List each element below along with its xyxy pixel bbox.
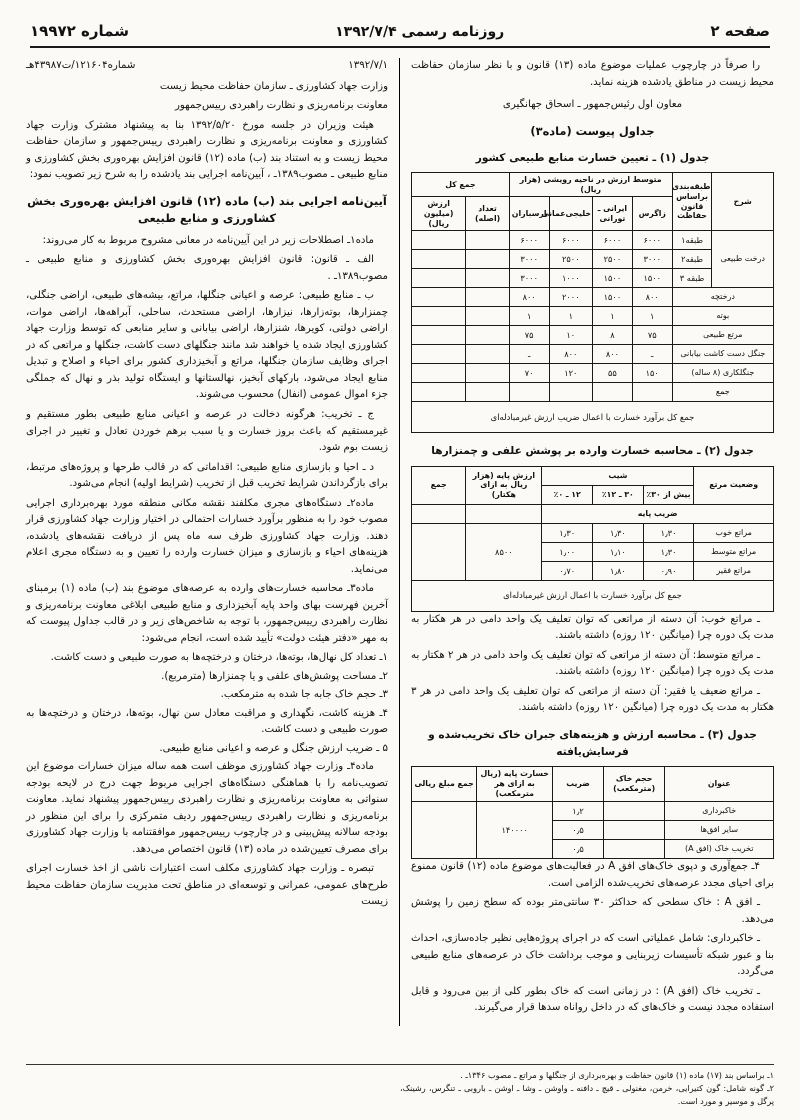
t1-h-desc: شرح	[712, 172, 774, 231]
preamble-paragraph: هیئت وزیران در جلسه مورخ ۱۳۹۲/۵/۲۰ بنا به پیشنهاد مشترک وزارت جهاد کشاورزی و معاونت برنامه‌ریزی و نظارت راهبردی رییس‌جمهور و سازمان حفاظت محیط زیست و به استناد بند (ب) ماده (۱۲) قانون افزایش بهره‌وری بخش کشاورزی و منابع طبیعی ـ مصوب۱۳۸۹ـ ، آیین‌نامه اجرایی بند یادشده را به شرح زیر تصویب نمود:	[26, 119, 388, 181]
t1-r6-arasbaran: ـ	[509, 345, 549, 364]
t2-r2-label: مراتع فقیر	[694, 561, 774, 580]
t2-r2-c2: ۱٫۸۰	[593, 561, 644, 580]
addressee-line-2: معاونت برنامه‌ریزی و نظارت راهبردی رییس‌جمهور	[174, 100, 388, 112]
t1-r0-class: طبقه۱	[672, 231, 712, 250]
t1-r7-khalij: ۱۲۰	[549, 364, 592, 383]
t1-r2-count	[466, 269, 509, 288]
t1-r5-khalij: ۱۰	[549, 326, 592, 345]
t1-r0-zagros: ۶۰۰۰	[632, 231, 672, 250]
article-0: ماده۱ـ اصطلاحات زیر در این آیین‌نامه در معانی مشروح مربوط به کار می‌روند:	[42, 234, 374, 246]
table3-note-0: ۴ـ جمع‌آوری و دپوی خاک‌های افق A در فعالیت‌های موضوع ماده (۱۲) قانون ممنوع برای احیای مجدد عرصه‌های تخریب‌شده الزامی است.	[411, 861, 774, 889]
article-2: ب ـ منابع طبیعی: عرصه و اعیانی جنگلها، مراتع، بیشه‌های طبیعی، اراضی جنگلی، چمنزارها، بوته‌زارها، نیزارها، اراضی مستحدث، ساحلی، آبراهه‌ها، اراضی موات، اراضی دولتی، کویرها، شنزارها، اراضی بیابانی و سایر منابعی که توسط وزارت جهاد کشاورزی ایجاد شده یا خواهند شد مانند جنگلهای دست کاشت، جنگلها و مراتعی که در اجرای وظایف سازمان جنگلها، مراتع و آبخیزداری کشور برای احیاء و اصلاح و تبدیل منابع ایجاد می‌شود، بارکهای آبخیز، نهالستانها و ایستگاه تولید بذر و نهال که جملگی جزء اموال عمومی (انفال) محسوب می‌شوند.	[26, 290, 388, 401]
t1-r4-arasbaran: ۱	[509, 307, 549, 326]
t2-footer: جمع کل برآورد خسارت با اعمال ارزش غیرمبادله‌ای	[412, 580, 774, 611]
t1-r5-irtur: ۸	[593, 326, 633, 345]
t1-r0-count	[466, 231, 509, 250]
t1-r6-label: جنگل دست کاشت بیابانی	[672, 345, 773, 364]
t3-base: ۱۴۰۰۰۰	[477, 802, 553, 859]
t1-r3-irtur: ۱۵۰۰	[593, 288, 633, 307]
t1-r7-count	[466, 364, 509, 383]
t2-r0-label: مراتع خوب	[694, 523, 774, 542]
t1-r0-arasbaran: ۶۰۰۰	[509, 231, 549, 250]
t2-r2-c1: ۰٫۹۰	[643, 561, 694, 580]
t1-h-zagros: زاگرس	[632, 197, 672, 231]
article-13: تبصره ـ وزارت جهاد کشاورزی مکلف است اعتبارات ناشی از اخذ خسارت اجرای طرح‌های عمومی، عمرانی و توسعه‌ای در مناطق تحت مدیریت سازمان حفاظت محیط زیست	[26, 863, 388, 908]
t1-r3-zagros: ۸۰۰	[632, 288, 672, 307]
column-left	[26, 58, 400, 1026]
table2-note-1: ـ مراتع متوسط: آن دسته از مراتعی که توان تعلیف یک واحد دامی در هر ۲ هکتار به مدت یک دوره چرا (میانگین ۱۲۰ روزه) داشته باشند.	[411, 649, 774, 678]
t1-h-count: تعداد (اصله)	[466, 197, 509, 231]
t1-r7-arasbaran: ۷۰	[509, 364, 549, 383]
t1-r4-count	[466, 307, 509, 326]
t1-r3-value	[412, 288, 466, 307]
t1-r5-label: مرتع طبیعی	[672, 326, 773, 345]
t2-h-condition: وضعیت مرتع	[694, 466, 774, 504]
t3-r1-label: سایر افق‌ها	[665, 821, 774, 840]
appendix-title: جداول پیوست (ماده۳)	[530, 123, 655, 138]
table-row	[412, 345, 774, 364]
table-natural-resources-damage	[411, 172, 774, 434]
t3-r0-vol	[603, 802, 665, 821]
t2-h-blank2	[412, 504, 466, 523]
t1-r0-value	[412, 231, 466, 250]
masthead-title-date: روزنامه رسمی ۱۳۹۲/۷/۴	[335, 24, 505, 40]
t1-h-arasbaran: ارسباران	[509, 197, 549, 231]
table1-title: جدول (۱) ـ تعیین خسارت منابع طبیعی کشور	[475, 151, 710, 164]
t1-r2-arasbaran: ۳۰۰۰	[509, 269, 549, 288]
t2-h-slope: شیب	[542, 466, 694, 485]
article-3: ج ـ تخریب: هرگونه دخالت در عرصه و اعیانی منابع طبیعی بطور مستقیم و غیرمستقیم که باعث بروز خسارت و یا سبب برهم خوردن تعادل و تغییر در اجرای زیست بوم شود.	[26, 408, 388, 454]
t2-h-base-value: ارزش پایه (هزار ریال به ازای هکتار)	[466, 466, 542, 504]
t2-h-slope-gt30: بیش از ۳۰٪	[643, 485, 694, 504]
table3-title: جدول (۳) ـ محاسبه ارزش و هزینه‌های جبران خاک تخریب‌شده و فرسایش‌یافته	[428, 728, 757, 758]
t1-r2-khalij: ۱۰۰۰	[549, 269, 592, 288]
table-row	[412, 326, 774, 345]
t1-h-khalij-omani: خلیجی‌عمانی	[549, 197, 592, 231]
table-row	[412, 364, 774, 383]
document-number: شماره۱۲۱۶۰۴/ت۴۳۹۸۷هـ	[26, 60, 136, 71]
signature-line: معاون اول رئیس‌جمهور ـ اسحاق جهانگیری	[502, 99, 683, 111]
t1-r6-count	[466, 345, 509, 364]
table-row-footer	[412, 580, 774, 611]
t2-r2-c3: ۰٫۷۰	[542, 561, 593, 580]
document-date: ۱۳۹۲/۷/۱	[348, 60, 388, 71]
article-10: ۴ـ هزینه کاشت، نگهداری و مراقبت معادل سن نهال، بوته‌ها، درختان و درختچه‌ها به صورت طبیعی و دست کاشت.	[26, 707, 388, 736]
article-12: ماده۴ـ وزارت جهاد کشاورزی موظف است همه ساله میزان خسارات موضوع این تصویب‌نامه را با هماهنگی دستگاه‌های اجرایی مربوط جهت درج در لایحه بودجه سنواتی به معاونت برنامه‌ریزی و نظارت راهبردی رییس‌جمهور پیشنهاد نماید. معاونت برنامه‌ریزی و نظارت راهبردی رییس‌جمهور ردیف متمرکزی را برای این منظور در بودجه سالانه پیش‌بینی و در چارچوب رییس‌جمهور موافقتنامه با وزارت جهاد کشاورزی برای مصرف تعیین‌شده در ماده (۱۳) قانون اختصاص می‌دهد.	[26, 761, 388, 855]
t2-h-coef: ضریب پایه	[542, 504, 774, 523]
table-grass-damage	[411, 466, 774, 612]
t1-footer: جمع کل برآورد خسارت با اعمال ضریب ارزش غیرمبادله‌ای	[412, 402, 774, 433]
t3-r1-vol	[603, 821, 665, 840]
table-row	[412, 231, 774, 250]
t1-r8-count	[466, 383, 509, 402]
t3-h-title: عنوان	[665, 767, 774, 802]
t1-r4-label: بوته	[672, 307, 773, 326]
t1-r1-khalij: ۲۵۰۰	[549, 250, 592, 269]
t2-r0-c1: ۱٫۳۰	[643, 523, 694, 542]
t1-r4-khalij: ۱	[549, 307, 592, 326]
t1-r4-zagros: ۱	[632, 307, 672, 326]
t2-h-blank1	[466, 504, 542, 523]
t1-r1-zagros: ۳۰۰۰	[632, 250, 672, 269]
t3-h-coef: ضریب	[553, 767, 604, 802]
t1-h-value: ارزش (میلیون ریال)	[412, 197, 466, 231]
t1-r3-count	[466, 288, 509, 307]
t2-r1-label: مراتع متوسط	[694, 542, 774, 561]
t3-total	[412, 802, 477, 859]
table-row	[412, 523, 774, 542]
t3-r2-coef: ۰٫۵	[553, 840, 604, 859]
t3-r0-coef: ۱٫۲	[553, 802, 604, 821]
t1-r7-label: جنگلکاری (۸ ساله)	[672, 364, 773, 383]
t1-r3-label: درختچه	[672, 288, 773, 307]
t2-h-total: جمع	[412, 466, 466, 504]
column-right	[400, 58, 774, 1026]
t1-r0-label: درخت طبیعی	[712, 231, 774, 288]
t1-r7-value	[412, 364, 466, 383]
addressee-line-1: وزارت جهاد کشاورزی ـ سازمان حفاظت محیط زیست	[159, 80, 388, 92]
t2-r0-c2: ۱٫۳۰	[593, 523, 644, 542]
footnote-2: ۲ـ گونه شامل: گون کتیرایی، خرمن، مغنولی ـ قیچ ـ دافنه ـ واوشن ـ وشا ـ اوشن ـ باروبی ـ تنگرس، رشینک، پرگل و موسیر و مورد است.	[400, 1083, 774, 1106]
t1-r1-arasbaran: ۳۰۰۰	[509, 250, 549, 269]
article-8: ۲ـ مساحت پوشش‌های علفی و یا چمنزارها (مترمربع).	[161, 670, 388, 682]
article-7: ۱ـ تعداد کل نهال‌ها، بوته‌ها، درختان و درختچه‌ها به صورت طبیعی و دست کاشت.	[50, 652, 388, 664]
table2-title: جدول (۲) ـ محاسبه خسارت وارده بر پوشش علفی و چمنزارها	[431, 445, 754, 458]
right-top-paragraph: را صرفاً در چارچوب عملیات موضوع ماده (۱۳) قانون و با نظر سازمان حفاظت محیط زیست در مناطق یادشده هزینه نماید.	[411, 60, 774, 88]
table-row-footer	[412, 402, 774, 433]
footnote-1: ۱ـ براساس بند (۱۷) ماده (۱) قانون حفاظت و بهره‌برداری از جنگلها و مراتع ـ مصوب ۱۳۴۶ـ .	[460, 1070, 774, 1081]
masthead-issue-number: شماره ۱۹۹۷۲	[30, 22, 129, 40]
table3-note-1: ـ افق A : خاک سطحی که حداکثر ۳۰ سانتی‌متر بوده که سطح زمین را پوشش می‌دهد.	[411, 897, 774, 925]
t1-r6-value	[412, 345, 466, 364]
t1-r8-value	[412, 383, 466, 402]
t3-h-base: خسارت پایه (ریال به ازای هر مترمکعب)	[477, 767, 553, 802]
t1-r8-khalij	[549, 383, 592, 402]
t1-r6-khalij: ۸۰۰	[549, 345, 592, 364]
t1-r2-zagros: ۱۵۰۰	[632, 269, 672, 288]
t2-r0-c3: ۱٫۳۰	[542, 523, 593, 542]
table-soil-compensation	[411, 766, 774, 859]
t1-h-irano-turanian: ایرانی ـ تورانی	[593, 197, 633, 231]
t2-r1-c1: ۱٫۳۰	[643, 542, 694, 561]
table3-note-2: ـ خاکبرداری: شامل عملیاتی است که در اجرای پروژه‌هایی نظیر جاده‌سازی، احداث بنا و عبور شبکه تأسیسات زیربنایی و موجب برداشت خاک در عرصه‌های منابع طبیعی می‌گردد.	[411, 933, 774, 978]
table-row	[412, 288, 774, 307]
table-row	[412, 307, 774, 326]
t1-r4-irtur: ۱	[593, 307, 633, 326]
t1-h-group: متوسط ارزش در ناحیه رویشی (هزار ریال)	[509, 172, 672, 196]
table2-note-2: ـ مراتع ضعیف یا فقیر: آن دسته از مراتعی که توان تعلیف یک واحد دامی در هر ۳ هکتار به مدت یک دوره چرا (میانگین ۱۲۰ روزه) داشته باشند.	[411, 685, 774, 714]
document-number-row	[26, 58, 388, 75]
t1-r6-irtur: ۸۰۰	[593, 345, 633, 364]
article-1: الف ـ قانون: قانون افزایش بهره‌وری بخش کشاورزی و منابع طبیعی ـ مصوب۱۳۸۹ـ .	[26, 254, 388, 282]
regulation-title: آیین‌نامه اجرایی بند (ب) ماده (۱۲) قانون افزایش بهره‌وری بخش کشاورزی و منابع طبیعی	[27, 193, 387, 225]
t1-r2-value	[412, 269, 466, 288]
t1-r4-value	[412, 307, 466, 326]
t3-r1-coef: ۰٫۵	[553, 821, 604, 840]
t1-r0-irtur: ۶۰۰۰	[593, 231, 633, 250]
table-row	[412, 802, 774, 821]
article-6: ماده۳ـ محاسبه خسارت‌های وارده به عرصه‌های موضوع بند (ب) ماده (۱) برمبنای آخرین فهرست بهای واحد پایه آبخیزداری و منابع طبیعی ابلاغی معاونت برنامه‌ریزی و نظارت راهبردی رییس‌جمهور، با توجه به شاخص‌های زیر و در قالب جداول پیوست که به مهر «دفتر هیئت دولت» تأیید شده است، انجام می‌شود:	[26, 583, 388, 644]
article-5: ماده۲ـ دستگاه‌های مجری مکلفند نقشه مکانی منطقه مورد بهره‌برداری اجرایی مصوب خود را به منظور برآورد خسارات احتمالی در اختیار وزارت جهاد کشاورزی قرار دهند. وزارت جهاد کشاورزی ظرف سه ماه پس از دریافت نقشه‌های یادشده، هزینه‌های احیاء و بازسازی و میزان خسارت وارده را تعیین و به دستگاه مجری اعلام می‌نماید.	[26, 497, 388, 575]
t1-r5-arasbaran: ۷۵	[509, 326, 549, 345]
page-body	[26, 58, 774, 1026]
t1-r8-zagros	[632, 383, 672, 402]
t1-r1-count	[466, 250, 509, 269]
t1-r1-class: طبقه۲	[672, 250, 712, 269]
t2-h-slope-12-30: ۳۰ ـ ۱۲٪	[593, 485, 644, 504]
article-11: ۵ ـ ضریب ارزش جنگل و عرصه و اعیانی منابع طبیعی.	[159, 742, 388, 754]
t1-h-class: طبقه‌بندی براساس قانون حفاظت	[672, 172, 712, 231]
t1-h-total-group: جمع کل	[412, 172, 510, 196]
t1-r7-irtur: ۵۵	[593, 364, 633, 383]
t1-r8-irtur	[593, 383, 633, 402]
footnotes	[26, 1064, 774, 1108]
t2-total	[412, 523, 466, 580]
table2-note-0: ـ مراتع خوب: آن دسته از مراتعی که توان تعلیف یک واحد دامی در هر هکتار به مدت یک دوره چرا (میانگین ۱۲۰ روزه) داشته باشند.	[411, 613, 774, 642]
t1-r0-khalij: ۶۰۰۰	[549, 231, 592, 250]
t1-r1-irtur: ۲۵۰۰	[593, 250, 633, 269]
t1-r2-class: طبقه ۳	[672, 269, 712, 288]
t1-r8-label: جمع	[672, 383, 773, 402]
masthead-page-number: صفحه ۲	[710, 22, 770, 40]
table3-note-3: ـ تخریب خاک (افق A) : در زمانی است که خاک بطور کلی از بین می‌رود و قابل استفاده مجدد نیست و خاک‌های که در داخل رواناه سدها قرار می‌گیرند.	[411, 985, 774, 1014]
article-4: د ـ احیا و بازسازی منابع طبیعی: اقداماتی که در قالب طرحها و پروژه‌های مرتبط، برای بازگرداندن شرایط تخریب قبل از تخریب (شرایط اولیه) انجام می‌شود.	[26, 461, 388, 490]
t3-r0-label: خاکبرداری	[665, 802, 774, 821]
t3-r2-label: تخریب خاک (افق A)	[665, 840, 774, 859]
t1-r5-zagros: ۷۵	[632, 326, 672, 345]
masthead	[30, 22, 770, 48]
t1-r5-value	[412, 326, 466, 345]
t2-h-slope-0-12: ۱۲ ـ ۰٪	[542, 485, 593, 504]
t1-r5-count	[466, 326, 509, 345]
t1-r3-khalij: ۲۰۰۰	[549, 288, 592, 307]
table-row	[412, 383, 774, 402]
article-9: ۳ـ حجم خاک جابه جا شده به مترمکعب.	[220, 689, 388, 701]
t2-r1-c2: ۱٫۱۰	[593, 542, 644, 561]
t1-r3-arasbaran: ۸۰۰	[509, 288, 549, 307]
t2-r1-c3: ۱٫۰۰	[542, 542, 593, 561]
t1-r6-zagros: ـ	[632, 345, 672, 364]
t2-base-value: ۸۵۰۰	[466, 523, 542, 580]
t1-r2-irtur: ۱۵۰۰	[593, 269, 633, 288]
t1-r1-value	[412, 250, 466, 269]
t3-r2-vol	[603, 840, 665, 859]
t3-h-volume: حجم خاک (مترمکعب)	[603, 767, 665, 802]
t3-h-total: جمع مبلغ ریالی	[412, 767, 477, 802]
t1-r7-zagros: ۱۵۰	[632, 364, 672, 383]
t1-r8-arasbaran	[509, 383, 549, 402]
